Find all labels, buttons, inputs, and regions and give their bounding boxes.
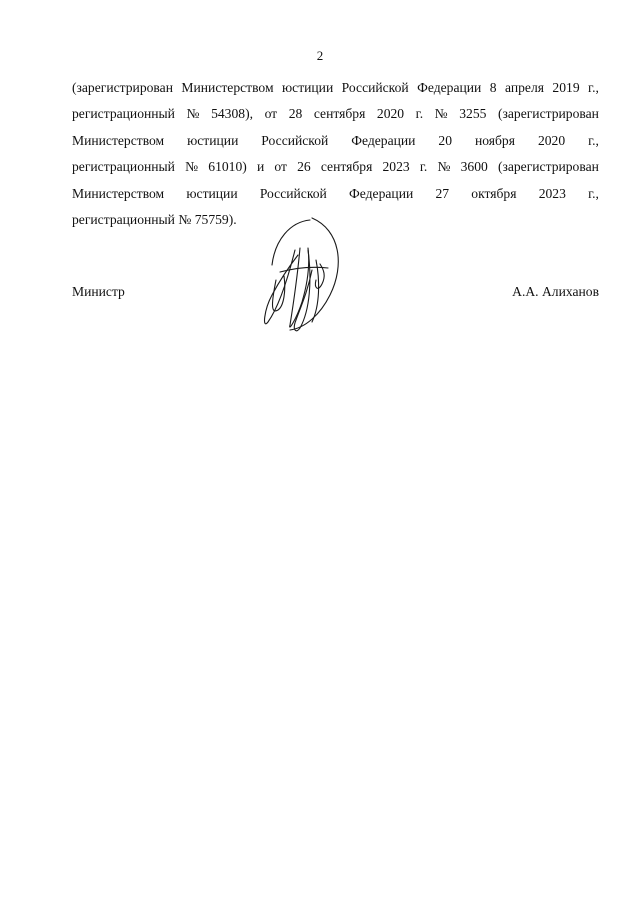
word: Министерством: [72, 132, 165, 148]
signature-block: [72, 280, 599, 310]
word: 2020: [376, 106, 405, 122]
word: Министерством: [72, 185, 165, 201]
word: регистрационный: [72, 159, 175, 175]
word: сентября: [320, 159, 373, 175]
word: г.: [419, 159, 428, 175]
paragraph-line: [72, 128, 599, 154]
word: сентября: [313, 106, 366, 122]
word: №: [437, 159, 451, 175]
word: регистрационный: [72, 106, 175, 122]
handwritten-signature: [250, 210, 350, 340]
word: №: [185, 159, 199, 175]
paragraph-last-line: регистрационный № 75759).: [72, 211, 237, 227]
word: апреля: [504, 80, 544, 95]
word: Федерации: [417, 80, 482, 95]
word: Российской: [341, 80, 409, 95]
word: Федерации: [351, 132, 416, 148]
paragraph-line: [72, 154, 599, 180]
word: октября: [471, 185, 517, 201]
word: от: [264, 106, 278, 122]
word: 28: [288, 106, 303, 122]
word: юстиции: [187, 132, 239, 148]
signatory-name: А.А. Алиханов: [512, 284, 599, 299]
word: 2019: [552, 80, 580, 95]
word: от: [274, 159, 287, 175]
word: юстиции: [282, 80, 334, 95]
word: юстиции: [186, 185, 238, 201]
word: ноября: [474, 132, 515, 148]
word: 2023: [382, 159, 410, 175]
word: г.,: [588, 80, 599, 95]
word: №: [186, 106, 200, 122]
word: Российской: [259, 185, 327, 201]
word: г.: [415, 106, 424, 122]
word: 2020: [537, 132, 566, 148]
word: 61010): [208, 159, 247, 175]
word: 8: [489, 80, 497, 95]
word: 2023: [538, 185, 566, 201]
word: Федерации: [349, 185, 414, 201]
word: 3600: [460, 159, 488, 175]
word: Министерством: [181, 80, 274, 95]
word: (зарегистрирован: [497, 106, 599, 122]
word: №: [434, 106, 448, 122]
word: г.,: [588, 185, 599, 201]
word: 27: [435, 185, 450, 201]
word: 26: [297, 159, 311, 175]
word: 54308),: [211, 106, 253, 122]
word: г.,: [588, 132, 599, 148]
paragraph-line: [72, 75, 599, 101]
word: и: [256, 159, 265, 175]
word: Российской: [261, 132, 329, 148]
word: 20: [438, 132, 452, 148]
word: (зарегистрирован: [497, 159, 599, 175]
paragraph-line: [72, 101, 599, 127]
word: 3255: [459, 106, 487, 122]
page-number: 2: [316, 48, 324, 63]
word: (зарегистрирован: [72, 80, 173, 95]
signatory-title: Министр: [72, 284, 125, 299]
paragraph-line: [72, 181, 599, 207]
